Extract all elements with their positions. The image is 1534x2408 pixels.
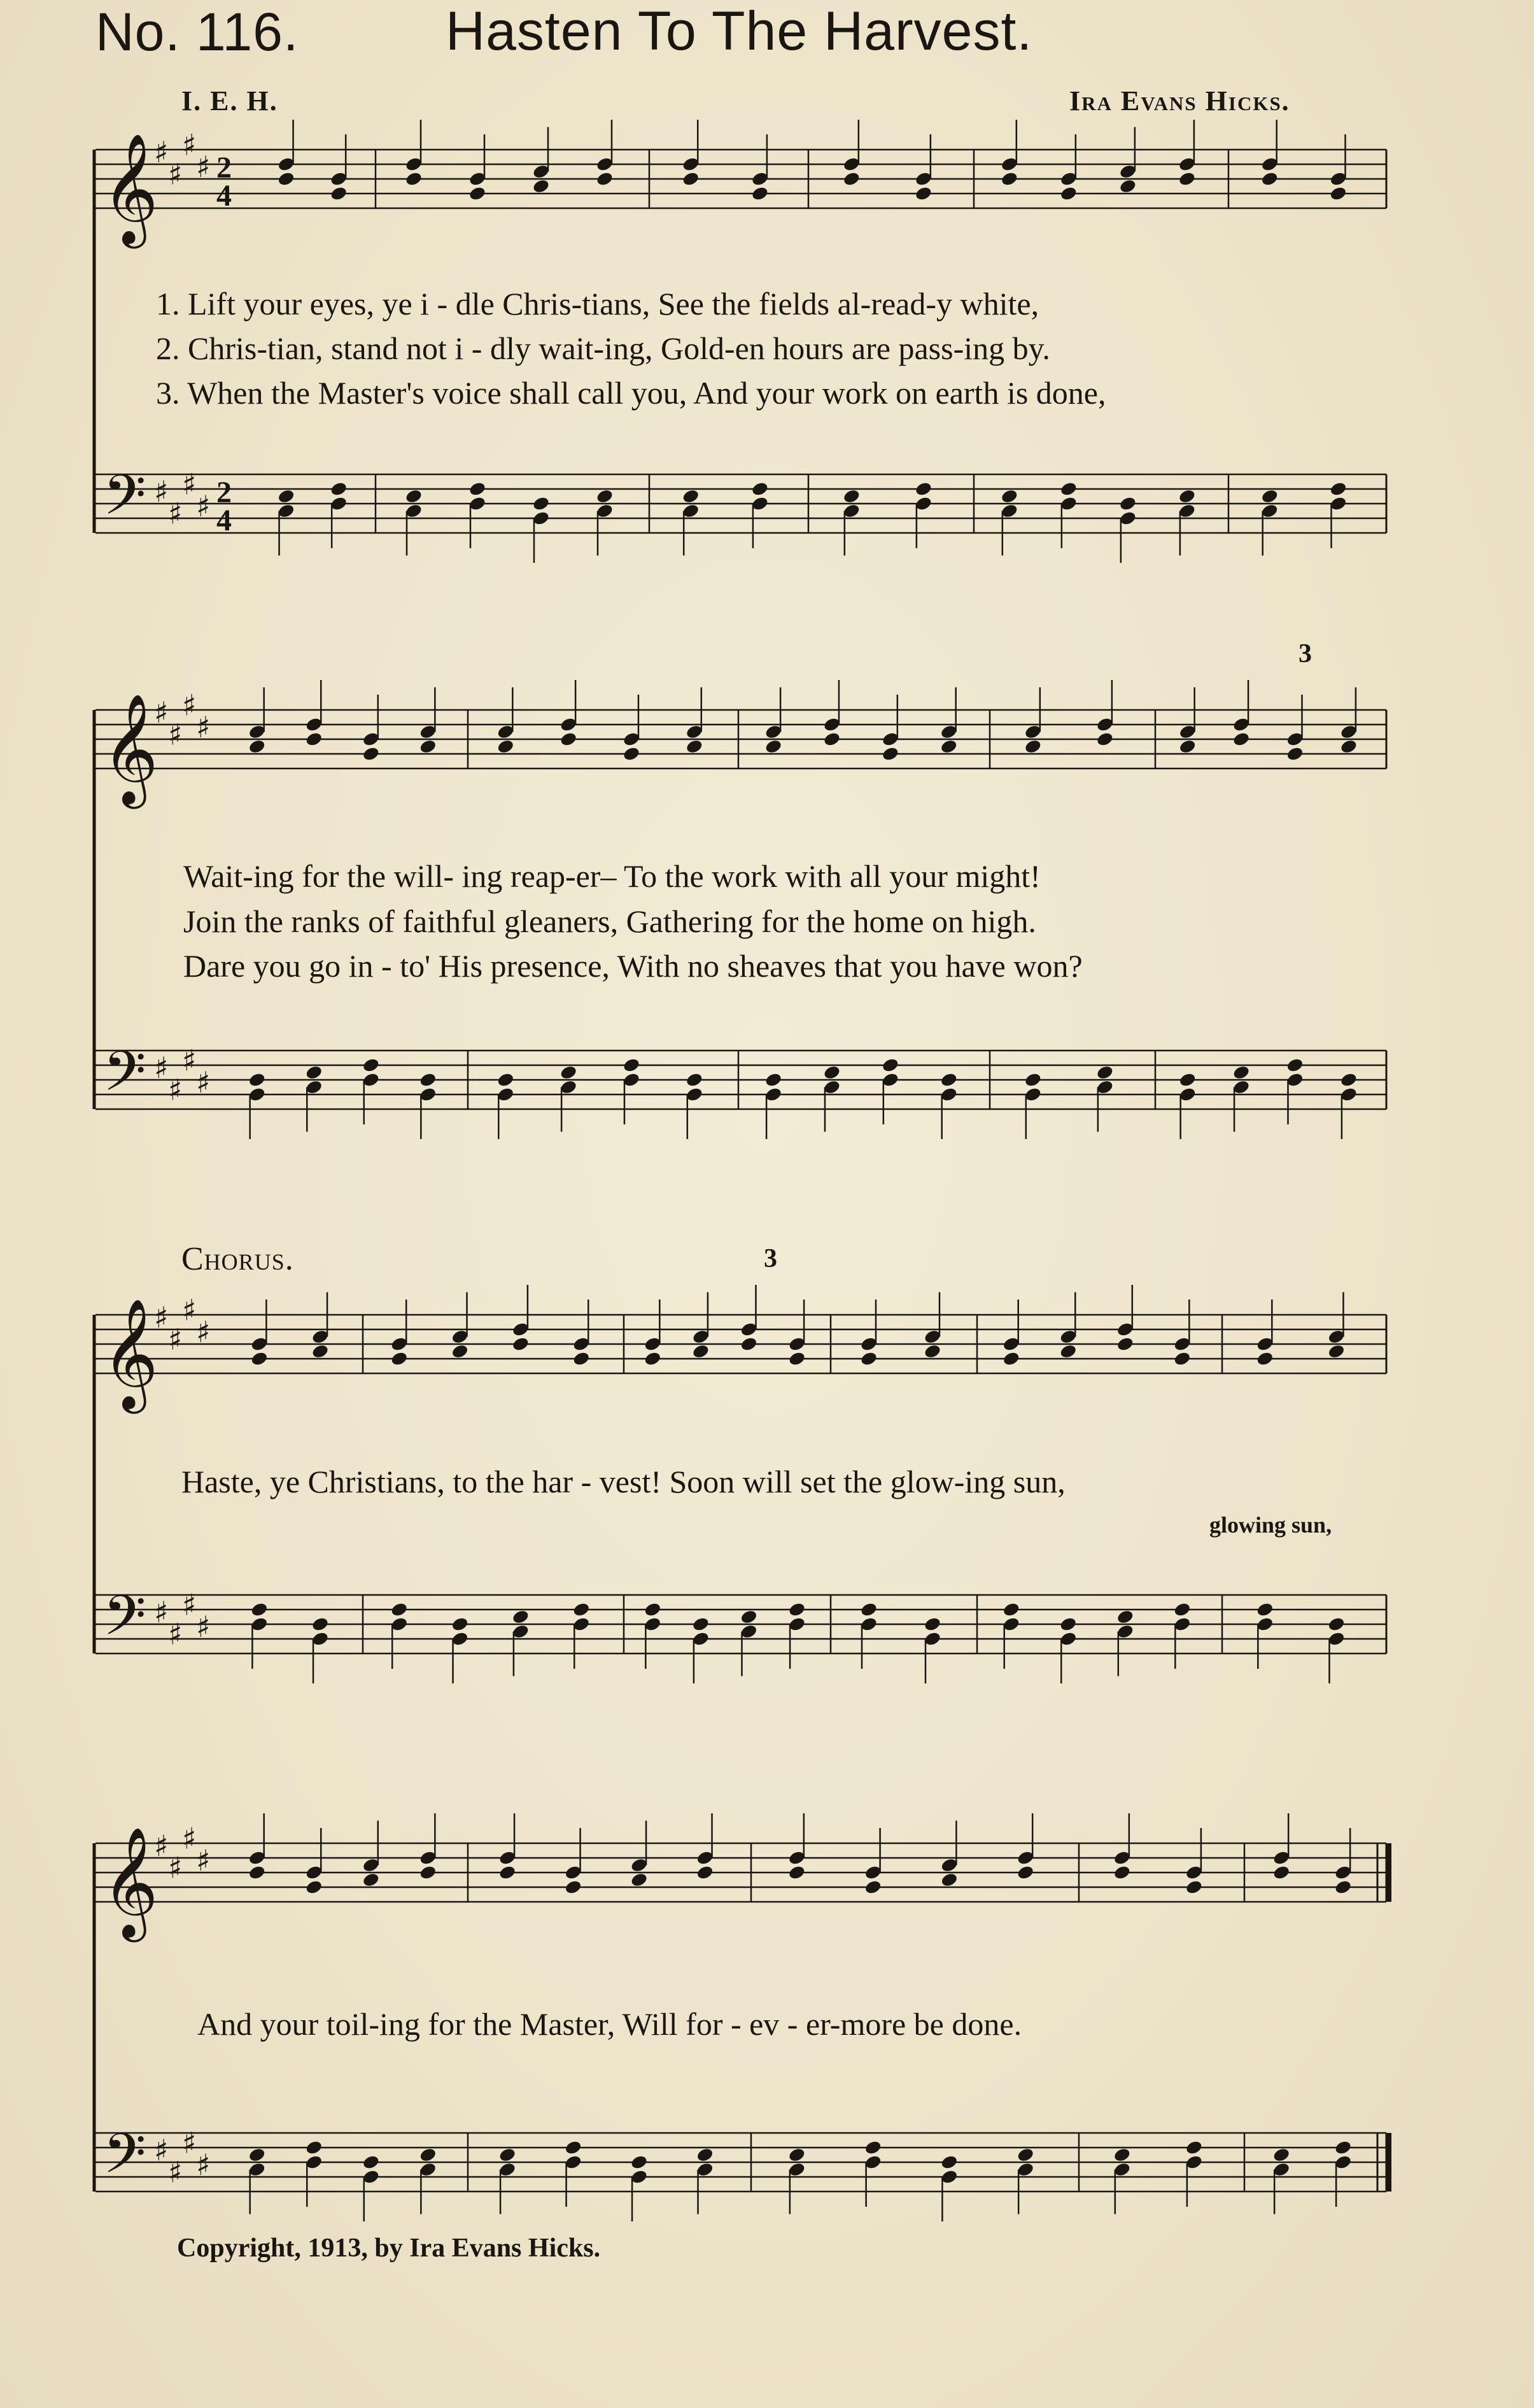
note-head <box>1256 1350 1274 1367</box>
note-head <box>788 1350 806 1367</box>
note-head <box>939 1072 958 1088</box>
note-head <box>468 185 487 202</box>
note-head <box>1339 1072 1358 1088</box>
note-head <box>682 171 700 187</box>
note-head <box>842 488 861 505</box>
note-head <box>644 1350 662 1367</box>
note-head <box>330 185 348 202</box>
note-head <box>419 739 437 755</box>
verse-line: Join the ranks of faithful gleaners, Gathering for the home on high. <box>183 903 1036 939</box>
note-head <box>750 185 769 202</box>
bass-clef-icon: 𝄢 <box>103 463 146 541</box>
note-head <box>277 488 295 505</box>
note-head <box>362 2154 380 2171</box>
note-head <box>1059 185 1078 202</box>
note-head <box>881 746 899 762</box>
sharp-icon: ♯ <box>154 474 169 509</box>
note-head <box>864 2139 882 2156</box>
note-head <box>311 1616 330 1632</box>
note-head <box>630 2154 649 2171</box>
sharp-icon: ♯ <box>196 2148 211 2182</box>
note-head <box>1185 1879 1203 1895</box>
note-head <box>696 1864 714 1881</box>
sharp-icon: ♯ <box>182 688 197 723</box>
treble-clef-icon: 𝄞 <box>102 1827 158 1937</box>
note-head <box>1260 488 1279 505</box>
chorus-label: Chorus. <box>181 1241 294 1277</box>
note-head <box>1113 1864 1131 1881</box>
note-head <box>1272 1864 1291 1881</box>
note-head <box>740 1336 758 1352</box>
note-head <box>532 178 551 195</box>
note-head <box>362 1872 380 1888</box>
note-head <box>764 1072 783 1088</box>
note-head <box>305 2139 323 2156</box>
note-head <box>1329 185 1348 202</box>
note-head <box>405 171 423 187</box>
note-head <box>248 739 266 755</box>
sharp-icon: ♯ <box>182 1043 197 1078</box>
note-head <box>1327 1343 1346 1360</box>
note-head <box>685 1072 703 1088</box>
triplet-marker: 3 <box>1298 639 1312 669</box>
sharp-icon: ♯ <box>154 135 169 169</box>
note-head <box>940 1872 959 1888</box>
note-head <box>623 746 641 762</box>
note-head <box>496 739 515 755</box>
hymn-number: No. 116. <box>95 2 299 62</box>
music-credit: Ira Evans Hicks. <box>1069 85 1290 117</box>
note-head <box>468 481 487 497</box>
note-head <box>914 185 932 202</box>
note-head <box>1329 481 1348 497</box>
sharp-icon: ♯ <box>196 489 211 523</box>
note-head <box>559 1065 578 1081</box>
note-head <box>1286 1057 1304 1073</box>
time-signature-top: 2 <box>216 476 232 509</box>
sharp-icon: ♯ <box>154 1829 169 1863</box>
note-head <box>1000 171 1018 187</box>
sharp-icon: ♯ <box>168 496 183 531</box>
note-head <box>1116 1609 1134 1625</box>
note-head <box>277 171 295 187</box>
note-head <box>1286 746 1304 762</box>
treble-clef-icon: 𝄞 <box>102 693 158 804</box>
verse-line: Haste, ye Christians, to the har - vest! Soon will set the glow-ing sun, <box>181 1464 1066 1499</box>
sharp-icon: ♯ <box>154 2133 169 2167</box>
note-head <box>1095 1065 1114 1081</box>
note-head <box>788 1601 806 1618</box>
note-head <box>685 739 703 755</box>
note-head <box>1178 739 1197 755</box>
sharp-icon: ♯ <box>154 1595 169 1629</box>
note-head <box>419 1072 437 1088</box>
note-head <box>419 1864 437 1881</box>
note-head <box>842 171 861 187</box>
note-head <box>924 1616 942 1632</box>
note-head <box>940 2154 959 2171</box>
note-head <box>362 746 380 762</box>
note-head <box>623 1057 641 1073</box>
note-head <box>939 739 958 755</box>
note-head <box>572 1350 591 1367</box>
sharp-icon: ♯ <box>154 1051 169 1085</box>
note-head <box>1000 488 1018 505</box>
note-head <box>596 488 614 505</box>
note-head <box>248 2147 266 2164</box>
hymn-title: Hasten To The Harvest. <box>446 1 1033 62</box>
sharp-icon: ♯ <box>196 150 211 184</box>
note-head <box>596 171 614 187</box>
note-head <box>248 1864 266 1881</box>
note-head <box>511 1609 530 1625</box>
note-head <box>250 1601 269 1618</box>
sharp-icon: ♯ <box>168 1617 183 1652</box>
note-head <box>451 1616 469 1632</box>
note-head <box>330 481 348 497</box>
sharp-icon: ♯ <box>182 1587 197 1622</box>
sharp-icon: ♯ <box>154 1300 169 1335</box>
sharp-icon: ♯ <box>196 710 211 744</box>
treble-clef-icon: 𝄞 <box>102 133 158 244</box>
note-head <box>1059 1616 1078 1632</box>
note-head <box>1017 1864 1035 1881</box>
note-head <box>644 1601 662 1618</box>
note-head <box>764 739 783 755</box>
sharp-icon: ♯ <box>154 695 169 730</box>
note-head <box>1116 1336 1134 1352</box>
note-head <box>1178 171 1196 187</box>
verse-line: 3. When the Master's voice shall call you, And your work on earth is done, <box>156 375 1106 411</box>
words-credit: I. E. H. <box>181 85 278 117</box>
sharp-icon: ♯ <box>168 157 183 192</box>
sharp-icon: ♯ <box>182 467 197 502</box>
note-head <box>881 1057 899 1073</box>
note-head <box>1173 1350 1192 1367</box>
time-signature-bottom: 4 <box>216 179 232 213</box>
note-head <box>572 1601 591 1618</box>
note-head <box>305 731 323 747</box>
note-head <box>1339 739 1358 755</box>
verse-line: And your toil-ing for the Master, Will for - ev - er-more be done. <box>197 2006 1022 2042</box>
bass-clef-icon: 𝄢 <box>103 2121 146 2199</box>
note-head <box>691 1343 710 1360</box>
note-head <box>1059 1343 1078 1360</box>
note-head <box>419 2147 437 2164</box>
sharp-icon: ♯ <box>168 2155 183 2190</box>
note-head <box>1334 2139 1353 2156</box>
sharp-icon: ♯ <box>182 1293 197 1328</box>
note-head <box>1185 2139 1203 2156</box>
note-head <box>924 1343 942 1360</box>
note-head <box>740 1609 758 1625</box>
note-head <box>390 1601 409 1618</box>
note-head <box>559 731 578 747</box>
triplet-marker: 3 <box>764 1244 777 1273</box>
note-head <box>311 1343 330 1360</box>
time-signature-top: 2 <box>216 151 232 185</box>
sharp-icon: ♯ <box>182 2125 197 2160</box>
note-head <box>682 488 700 505</box>
note-head <box>823 731 841 747</box>
note-head <box>1173 1601 1192 1618</box>
note-head <box>864 1879 882 1895</box>
note-head <box>1059 481 1078 497</box>
note-head <box>1024 1072 1042 1088</box>
note-head <box>390 1350 409 1367</box>
sharp-icon: ♯ <box>168 1072 183 1107</box>
note-head <box>1272 2147 1291 2164</box>
note-head <box>1017 2147 1035 2164</box>
note-head <box>564 2139 582 2156</box>
note-head <box>787 1864 806 1881</box>
lower-annotation: glowing sun, <box>1209 1512 1332 1538</box>
sharp-icon: ♯ <box>182 1821 197 1856</box>
note-head <box>1002 1350 1020 1367</box>
note-head <box>1260 171 1279 187</box>
note-head <box>1327 1616 1346 1632</box>
note-head <box>696 2147 714 2164</box>
note-head <box>914 481 932 497</box>
note-head <box>1232 1065 1251 1081</box>
verse-line: Wait-ing for the will- ing reap-er– To the work with all your might! <box>183 858 1041 894</box>
note-head <box>750 481 769 497</box>
sharp-icon: ♯ <box>196 1315 211 1349</box>
note-head <box>248 1072 266 1088</box>
note-head <box>305 1065 323 1081</box>
note-head <box>1095 731 1114 747</box>
note-head <box>305 1879 323 1895</box>
note-head <box>451 1343 469 1360</box>
note-head <box>860 1350 878 1367</box>
bass-clef-icon: 𝄢 <box>103 1583 146 1661</box>
time-signature-bottom: 4 <box>216 504 232 537</box>
note-head <box>511 1336 530 1352</box>
copyright-notice: Copyright, 1913, by Ira Evans Hicks. <box>177 2234 601 2263</box>
sharp-icon: ♯ <box>168 717 183 752</box>
note-head <box>1118 178 1137 195</box>
sharp-icon: ♯ <box>196 1610 211 1644</box>
note-head <box>498 2147 517 2164</box>
note-head <box>362 1057 380 1073</box>
note-head <box>250 1350 269 1367</box>
note-head <box>1334 1879 1353 1895</box>
note-head <box>823 1065 841 1081</box>
note-head <box>564 1879 582 1895</box>
sharp-icon: ♯ <box>168 1850 183 1885</box>
sharp-icon: ♯ <box>168 1322 183 1357</box>
note-head <box>498 1864 517 1881</box>
verse-line: Dare you go in - to' His presence, With no sheaves that you have won? <box>183 948 1083 984</box>
note-head <box>630 1872 649 1888</box>
note-head <box>1256 1601 1274 1618</box>
verse-line: 1. Lift your eyes, ye i - dle Chris-tians, See the fields al-read-y white, <box>156 286 1039 322</box>
sharp-icon: ♯ <box>182 127 197 162</box>
note-head <box>496 1072 515 1088</box>
note-head <box>1232 731 1251 747</box>
note-head <box>1178 488 1196 505</box>
note-head <box>405 488 423 505</box>
verse-line: 2. Chris-tian, stand not i - dly wait-ing, Gold-en hours are pass-ing by. <box>156 330 1050 366</box>
sharp-icon: ♯ <box>196 1065 211 1100</box>
note-head <box>1178 1072 1197 1088</box>
sharp-icon: ♯ <box>196 1843 211 1878</box>
note-head <box>860 1601 878 1618</box>
bass-clef-icon: 𝄢 <box>103 1039 146 1117</box>
note-head <box>1113 2147 1131 2164</box>
note-head <box>787 2147 806 2164</box>
note-head <box>1002 1601 1020 1618</box>
note-head <box>532 495 551 512</box>
note-head <box>691 1616 710 1632</box>
treble-clef-icon: 𝄞 <box>102 1298 158 1409</box>
note-head <box>1024 739 1042 755</box>
note-head <box>1118 495 1137 512</box>
